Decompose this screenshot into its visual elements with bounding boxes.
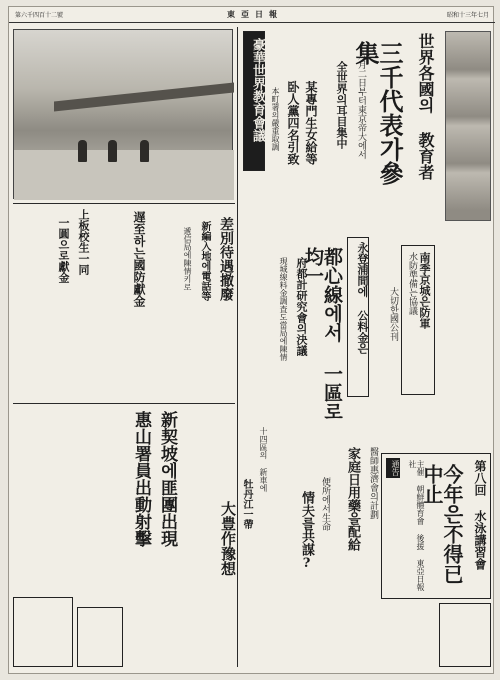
masthead (9, 7, 495, 23)
headline-defense-1: 遅至하는國防獻金 (132, 211, 146, 307)
headline-upper-2: 一圓으로獻金 (57, 217, 70, 283)
label-notice: 通告 (386, 458, 400, 478)
headline-world-1: 世界各國의 教育者 (416, 33, 435, 180)
row-rule (13, 403, 235, 404)
headline-bandit-1: 新契坡에匪團出現 (157, 411, 177, 547)
photo-figure (108, 140, 117, 162)
masthead-left: 第六千四百十二號 (15, 12, 64, 19)
headline-household-2: 醫師惠濟會의計劃 (368, 447, 378, 519)
subhead-line: 十四區의 新車에 (259, 427, 268, 492)
headline-discrim-3: 遞信局에陳情키로 (183, 227, 192, 291)
banner-headline: 豪華世界教育會議 (243, 31, 265, 171)
photo-ground (14, 150, 234, 200)
ad-box (77, 607, 123, 667)
ad-box (13, 597, 73, 667)
subhead-sheep: 便所에서生命 (320, 477, 330, 531)
headline-line-1: 永登浦間에 公料金은 (347, 237, 369, 397)
headline-line-3: 府都計研究會의決議 (295, 257, 308, 356)
photo-bridge (54, 83, 234, 112)
headline-upper-1: 上板校生一同 (77, 209, 90, 275)
headline-swim-3: 主催 朝鮮體育會 後援 東亞日報社 (408, 460, 425, 591)
portrait-column (445, 31, 491, 221)
swim-box (381, 453, 491, 599)
ad-box (439, 603, 491, 667)
headline-world-2: 三千代表가參集 (351, 41, 404, 185)
headline-household-1: 家庭日用藥을配給 (345, 447, 360, 551)
headline-defense-3: 水防準備는協議 (407, 252, 417, 315)
newspaper-page (8, 6, 494, 674)
photo-figure (78, 140, 87, 162)
defense-box (401, 245, 435, 395)
headline-discrim-2: 新編入地에電話等 (199, 221, 210, 301)
headline-harvest-2: 牡丹江一帶 (241, 479, 252, 529)
photo-figure (140, 140, 149, 162)
column-rule (237, 27, 238, 667)
headline-line-4: 現城線料金調査도當局에陳情 (279, 257, 288, 361)
headline-sheep: 情夫를共謀? (299, 491, 314, 571)
subhead-world-1: 八月二日부터東京帝大에서 (356, 51, 366, 159)
subhead-thieves: 本町署의嚴重取調 (271, 87, 280, 151)
headline-line-2: 都心線에서 一區로均一 (302, 247, 343, 421)
news-photo (13, 29, 233, 199)
masthead-right: 昭和十三年七月 (446, 12, 489, 19)
headline-defense-4: 大切한國公刊 (388, 287, 398, 341)
headline-swim-2: 今年은不得已中止 (420, 464, 464, 584)
row-rule (13, 203, 235, 204)
headline-swim-1: 第八回 水泳講習會 (473, 460, 487, 570)
masthead-title: 東亞日報 (227, 9, 283, 19)
subhead-world-2: 全世界의耳目集中 (335, 61, 348, 149)
headline-discrim-1: 差別待遇撤廢 (218, 217, 234, 301)
headline-defense-2: 南季京城은防軍 (418, 252, 431, 329)
headline-thieves-1: 某專門生女給等 (304, 81, 318, 165)
headline-thieves-2: 卧人黨四名引致 (286, 81, 300, 165)
headline-harvest-1: 大豊作豫想 (219, 501, 237, 576)
headline-bandit-2: 惠山署員出動射擊 (131, 411, 151, 547)
